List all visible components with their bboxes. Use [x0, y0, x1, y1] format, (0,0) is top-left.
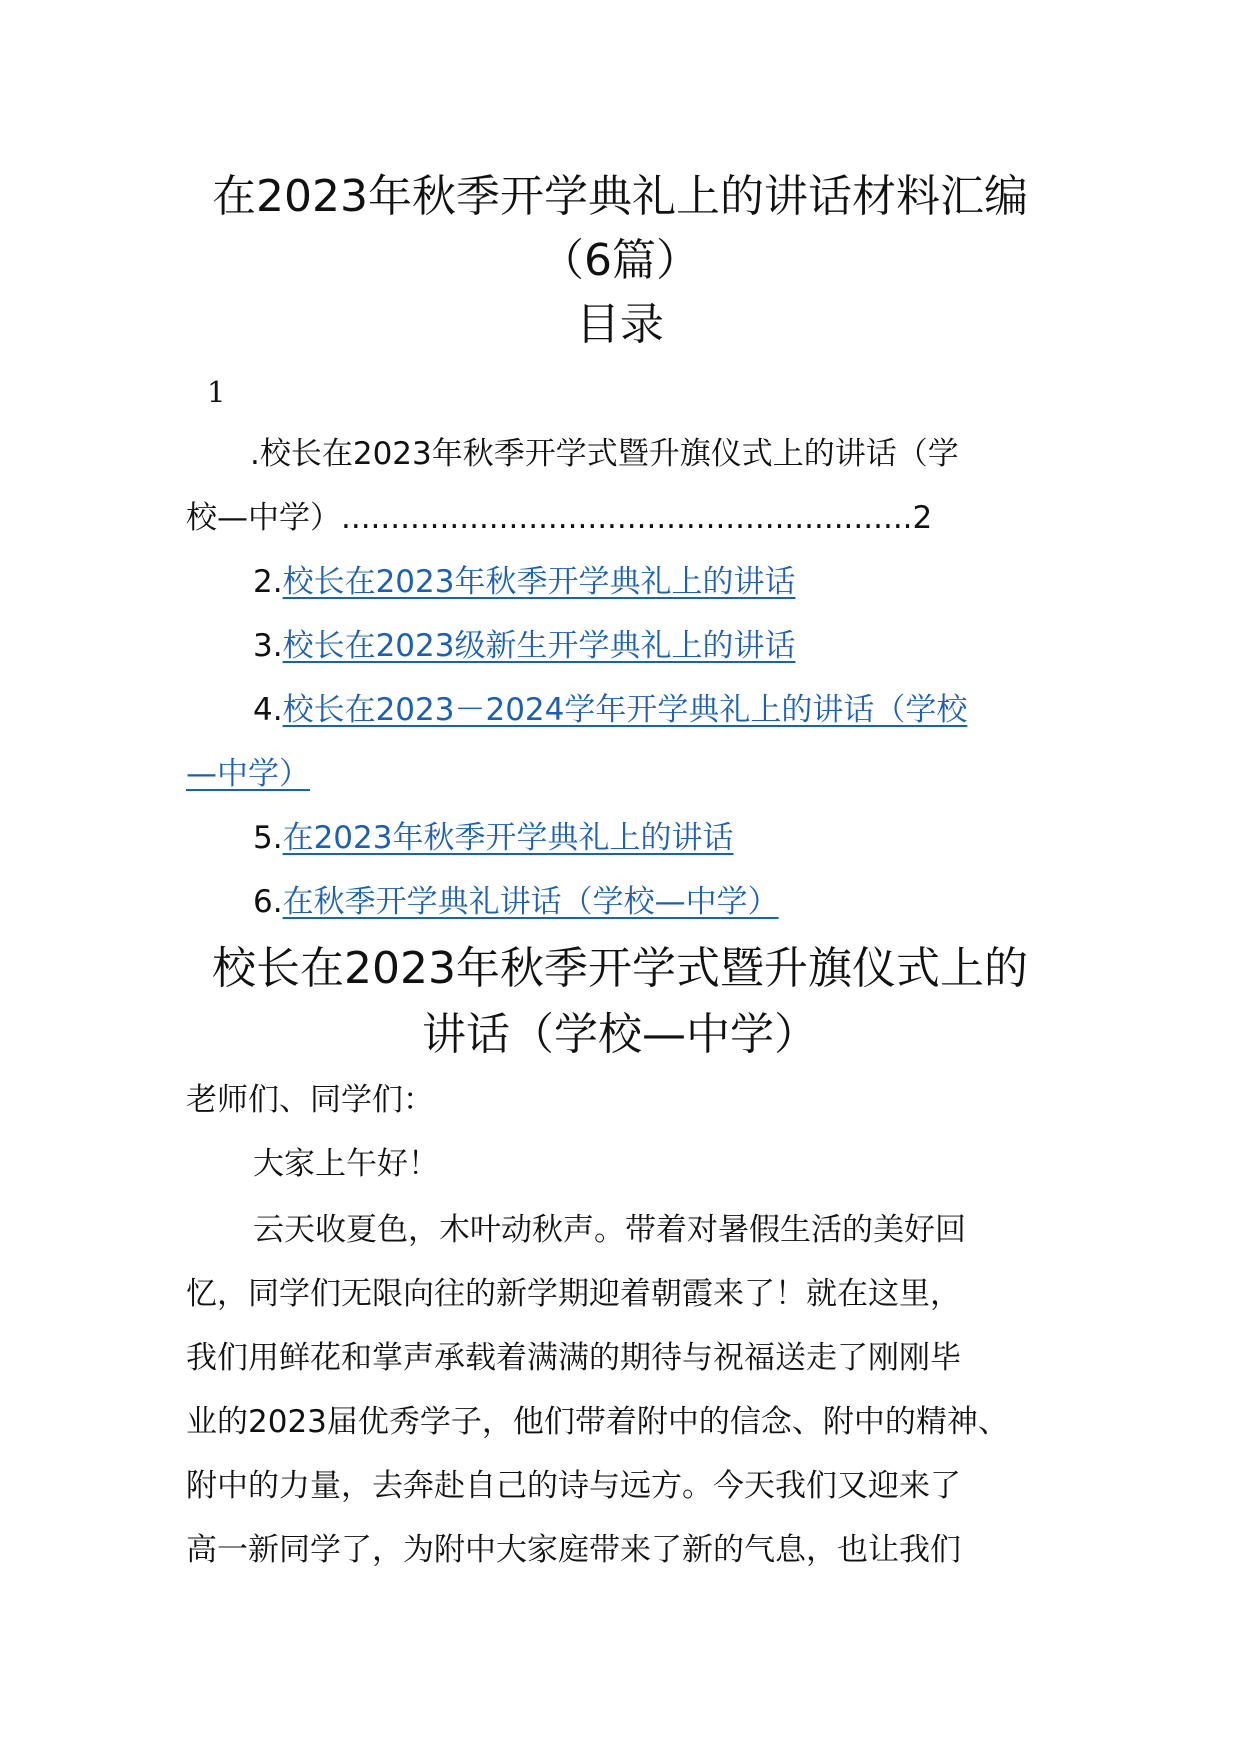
section-title-line2: [150, 1006, 1090, 1064]
toc-item-2-link[interactable]: 校长在2023年秋季开学典礼上的讲话: [282, 564, 796, 600]
body-line-2: 忆，同学们无限向往的新学期迎着朝霞来了！就在这里，: [186, 1276, 961, 1312]
toc-item-3-num: 3.: [253, 628, 283, 664]
toc-item-4-num: 4.: [253, 692, 283, 728]
salutation: 老师们、同学们：: [186, 1082, 434, 1118]
toc-item-1-line1[interactable]: .校长在2023年秋季开学式暨升旗仪式上的讲话（学: [250, 436, 959, 472]
toc-item-3[interactable]: [253, 626, 795, 666]
body-line-4: 业的2023届优秀学子，他们带着附中的信念、附中的精神、: [186, 1404, 1009, 1440]
title-count: （6篇）: [540, 235, 700, 286]
toc-item-1-line2[interactable]: [186, 498, 1046, 538]
title-text: 在2023年秋季开学典礼上的讲话材料汇编: [212, 171, 1028, 222]
greeting: 大家上午好！: [253, 1146, 439, 1182]
toc-item-4[interactable]: [253, 690, 967, 730]
body-line-1: 云天收夏色，木叶动秋声。带着对暑假生活的美好回: [253, 1212, 966, 1248]
document-title-line2: [150, 232, 1090, 290]
toc-item-5[interactable]: [253, 818, 733, 858]
toc-item-4-cont[interactable]: [186, 754, 310, 794]
toc-heading: [150, 296, 1090, 354]
toc-heading-text: 目录: [576, 299, 664, 350]
toc-item-6[interactable]: [253, 882, 779, 922]
document-title-line1: [150, 168, 1090, 226]
toc-item-6-link[interactable]: 在秋季开学典礼讲话（学校—中学）: [282, 884, 779, 920]
section-title-text: 校长在2023年秋季开学式暨升旗仪式上的: [212, 943, 1028, 994]
body-line-3: 我们用鲜花和掌声承载着满满的期待与祝福送走了刚刚毕: [186, 1340, 961, 1376]
toc-item-4-link[interactable]: 校长在2023－2024学年开学典礼上的讲话（学校: [282, 692, 968, 728]
section-title-line1: [150, 940, 1090, 998]
toc-item-1-page: 2: [912, 500, 933, 536]
toc-item-2[interactable]: [253, 562, 795, 602]
toc-item-5-num: 5.: [253, 820, 283, 856]
toc-item-2-num: 2.: [253, 564, 283, 600]
toc-leader-dots: ..........................................................: [341, 500, 913, 536]
toc-item-3-link[interactable]: 校长在2023级新生开学典礼上的讲话: [282, 628, 796, 664]
toc-item-1-text: 校—中学）: [186, 500, 341, 536]
toc-item-6-num: 6.: [253, 884, 283, 920]
body-line-6: 高一新同学了，为附中大家庭带来了新的气息，也让我们: [186, 1532, 961, 1568]
body-line-5: 附中的力量，去奔赴自己的诗与远方。今天我们又迎来了: [186, 1468, 961, 1504]
toc-item-4-link-cont[interactable]: —中学）: [186, 756, 310, 792]
section-title-text-cont: 讲话（学校—中学）: [422, 1009, 818, 1060]
page-marker: 1: [207, 375, 226, 409]
toc-item-5-link[interactable]: 在2023年秋季开学典礼上的讲话: [282, 820, 734, 856]
